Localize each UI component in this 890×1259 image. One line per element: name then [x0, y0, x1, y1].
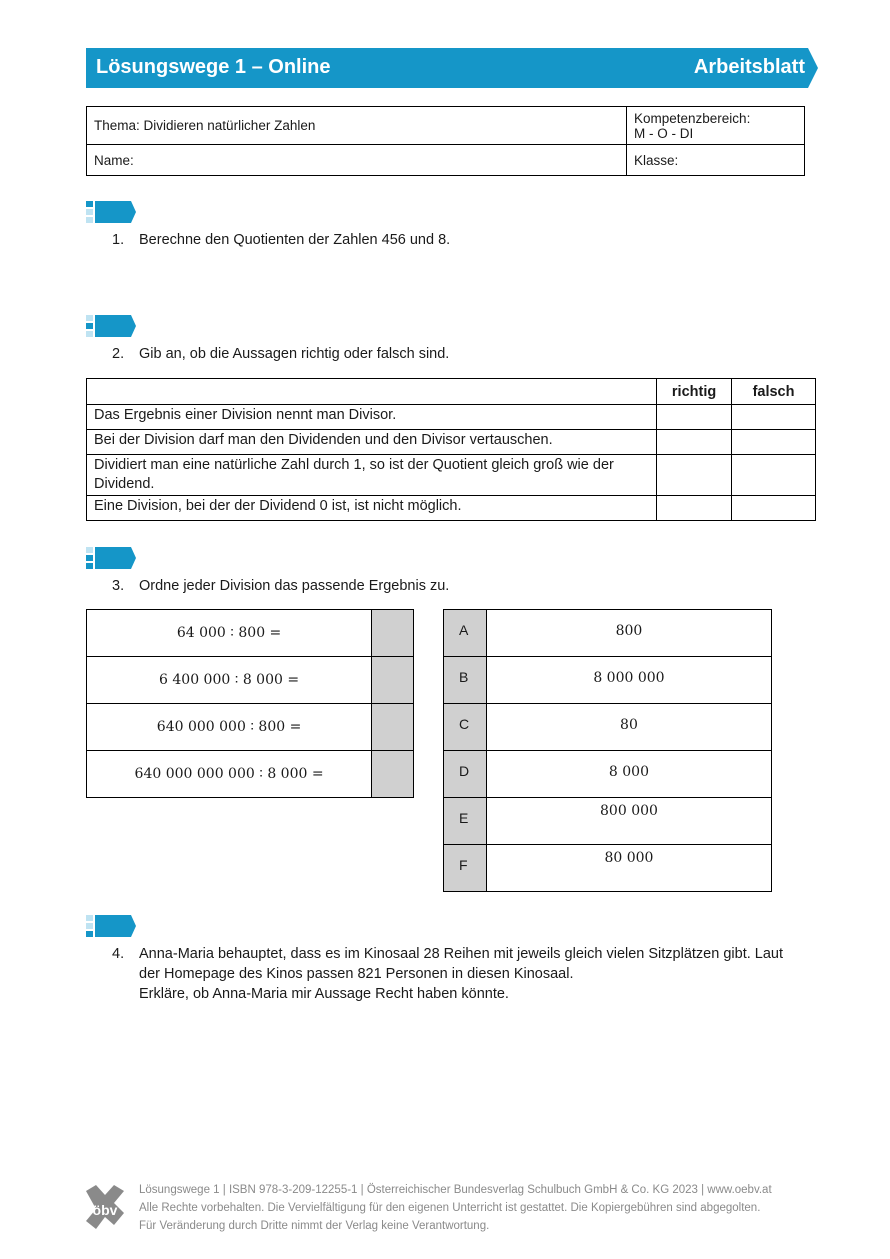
task-marker-3	[86, 547, 136, 569]
marker-bar	[95, 915, 136, 937]
statement-line: Dividiert man eine natürliche Zahl durch 1, so ist der Quotient gleich groß wie der	[94, 457, 614, 473]
answer-cell-true[interactable]	[657, 405, 732, 430]
statement: Bei der Division darf man den Dividenden und den Divisor vertauschen.	[87, 430, 657, 455]
footer-line: Alle Rechte vorbehalten. Die Vervielfältigung für den eigenen Unterricht ist gestattet. Die Kopiergebühren sind abgegolten.	[139, 1202, 761, 1214]
table-row	[444, 704, 772, 751]
marker-square	[86, 331, 93, 337]
task-number: 1.	[112, 232, 125, 248]
table-row	[87, 657, 414, 704]
competence-cell	[627, 107, 805, 145]
task-prompt-line: Anna-Maria behauptet, dass es im Kinosaal 28 Reihen mit jeweils gleich vielen Sitzplätzen gibt. Laut	[139, 946, 783, 962]
column-header-false: falsch	[732, 379, 816, 405]
statement: Eine Division, bei der der Dividend 0 ist, ist nicht möglich.	[87, 496, 657, 521]
competence-value: M - O - DI	[634, 125, 694, 141]
division-table	[86, 609, 414, 798]
table-row	[87, 496, 816, 521]
task-marker-4	[86, 915, 136, 937]
table-header-empty	[87, 379, 657, 405]
task-number: 2.	[112, 346, 125, 362]
info-table	[86, 106, 805, 176]
table-row	[87, 430, 816, 455]
table-row	[87, 704, 414, 751]
footer-line: Lösungswege 1 | ISBN 978-3-209-12255-1 | Österreichischer Bundesverlag Schulbuch GmbH & Co. KG 2023 | www.oebv.at	[139, 1184, 772, 1196]
table-row	[444, 657, 772, 704]
table-row	[444, 610, 772, 657]
marker-square	[86, 217, 93, 223]
worksheet-type-label: Arbeitsblatt	[693, 56, 805, 78]
table-row	[87, 455, 816, 496]
answer-cell-true[interactable]	[657, 455, 732, 496]
marker-square	[86, 915, 93, 921]
task-prompt	[139, 944, 829, 1004]
worksheet-series-title: Lösungswege 1 – Online	[96, 56, 331, 78]
answer-cell-false[interactable]	[732, 455, 816, 496]
statement	[87, 455, 657, 496]
result-value: 80	[486, 704, 771, 751]
marker-bar	[95, 201, 136, 223]
marker-bar	[95, 547, 136, 569]
division-expression: 64 000 ∶ 800 =	[87, 610, 372, 657]
table-row	[87, 751, 414, 798]
marker-bar	[95, 315, 136, 337]
task-prompt: Gib an, ob die Aussagen richtig oder falsch sind.	[139, 346, 450, 362]
result-value: 800	[486, 610, 771, 657]
competence-label: Kompetenzbereich:	[634, 110, 751, 126]
division-expression: 6 400 000 ∶ 8 000 =	[87, 657, 372, 704]
topic-cell: Thema: Dividieren natürlicher Zahlen	[87, 107, 627, 145]
result-letter: C	[444, 704, 487, 751]
marker-square	[86, 323, 93, 329]
marker-square	[86, 931, 93, 937]
table-row	[87, 405, 816, 430]
marker-square	[86, 209, 93, 215]
result-letter: E	[444, 798, 487, 845]
publisher-logo-icon	[80, 1181, 130, 1233]
footer	[139, 1181, 814, 1235]
marker-square	[86, 555, 93, 561]
answer-box[interactable]	[372, 657, 414, 704]
result-value: 8 000	[486, 751, 771, 798]
answer-cell-false[interactable]	[732, 430, 816, 455]
division-expression: 640 000 000 ∶ 800 =	[87, 704, 372, 751]
result-letter: B	[444, 657, 487, 704]
column-header-true: richtig	[657, 379, 732, 405]
answer-box[interactable]	[372, 751, 414, 798]
task-prompt-line: der Homepage des Kinos passen 821 Personen in diesen Kinosaal.	[139, 966, 574, 982]
task-prompt-line: Erkläre, ob Anna-Maria mir Aussage Recht haben könnte.	[139, 986, 509, 1002]
task-number: 3.	[112, 578, 125, 594]
class-field[interactable]: Klasse:	[627, 145, 805, 176]
result-value: 80 000	[486, 845, 771, 892]
results-table	[443, 609, 772, 892]
table-row	[87, 610, 414, 657]
task-prompt: Berechne den Quotienten der Zahlen 456 und 8.	[139, 232, 451, 248]
statement-line: Dividend.	[94, 476, 155, 492]
marker-square	[86, 563, 93, 569]
table-row	[444, 751, 772, 798]
division-expression: 640 000 000 000 ∶ 8 000 =	[87, 751, 372, 798]
marker-square	[86, 201, 93, 207]
true-false-table	[86, 378, 816, 521]
answer-cell-false[interactable]	[732, 405, 816, 430]
result-value: 8 000 000	[486, 657, 771, 704]
task-marker-1	[86, 201, 136, 223]
name-field[interactable]: Name:	[87, 145, 627, 176]
answer-cell-true[interactable]	[657, 430, 732, 455]
task-marker-2	[86, 315, 136, 337]
result-value: 800 000	[486, 798, 771, 845]
task-prompt: Ordne jeder Division das passende Ergebnis zu.	[139, 578, 450, 594]
answer-cell-false[interactable]	[732, 496, 816, 521]
marker-square	[86, 315, 93, 321]
answer-box[interactable]	[372, 704, 414, 751]
footer-line: Für Veränderung durch Dritte nimmt der Verlag keine Verantwortung.	[139, 1220, 490, 1232]
answer-box[interactable]	[372, 610, 414, 657]
result-letter: F	[444, 845, 487, 892]
task-number: 4.	[112, 946, 125, 962]
result-letter: D	[444, 751, 487, 798]
result-letter: A	[444, 610, 487, 657]
table-row	[444, 798, 772, 845]
answer-cell-true[interactable]	[657, 496, 732, 521]
statement: Das Ergebnis einer Division nennt man Divisor.	[87, 405, 657, 430]
marker-square	[86, 923, 93, 929]
marker-square	[86, 547, 93, 553]
table-row	[444, 845, 772, 892]
logo-text: öbv	[92, 1202, 118, 1218]
